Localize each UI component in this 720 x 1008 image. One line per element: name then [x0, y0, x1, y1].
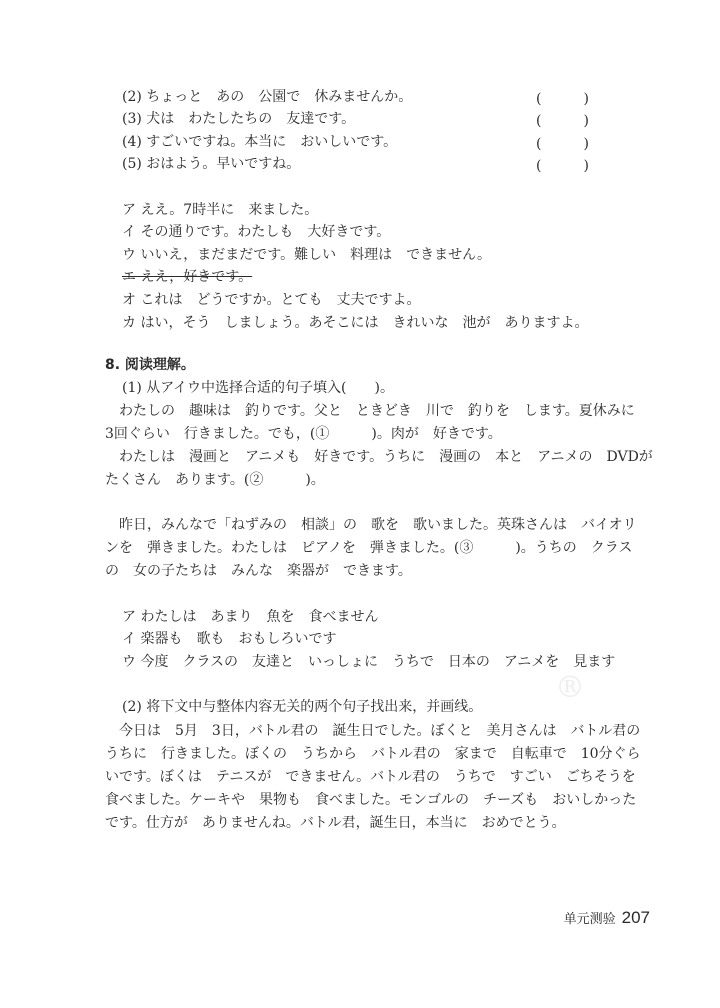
response-i: イ その通りです。わたしも 大好きです。 — [122, 224, 391, 240]
answer-blank[interactable]: ( ) — [536, 113, 589, 129]
passage-line: わたしは 漫画と アニメも 好きです。うちに 漫画の 本と アニメの DVDが — [105, 449, 653, 465]
question-text: (3) 犬は わたしたちの 友達です。 — [122, 111, 356, 127]
option-i: イ 楽器も 歌も おもしろいです — [122, 631, 337, 647]
page-number: 207 — [621, 908, 650, 927]
passage-line: 食べました。ケーキや 果物も 食べました。モンゴルの チーズも おいしかった — [105, 792, 637, 808]
passage-line: 今日は 5月 3日，バトル君の 誕生日でした。ぼくと 美月さんは バトル君の — [105, 723, 641, 739]
passage-line: うちに 行きました。ぼくの うちから バトル君の 家まで 自転車で 10分ぐら — [105, 746, 641, 762]
response-u: ウ いいえ，まだまだです。難しい 料理は できません。 — [122, 247, 492, 263]
footer-label: 单元测验 — [563, 912, 616, 927]
passage-line: の 女の子たちは みんな 楽器が できます。 — [105, 563, 412, 579]
question-2-prompt: (2) 将下文中与整体内容无关的两个句子找出来，并画线。 — [122, 699, 483, 715]
question-1-prompt: (1) 从アイウ中选择合适的句子填入( )。 — [122, 380, 394, 396]
question-text: (2) ちょっと あの 公園で 休みませんか。 — [122, 89, 413, 105]
passage-line: 3回ぐらい 行きました。でも，(① )。肉が 好きです。 — [105, 426, 502, 442]
answer-blank[interactable]: ( ) — [536, 158, 589, 174]
passage-line: いです。ぼくは テニスが できません。バトル君の うちで すごい ごちそうを — [105, 769, 636, 785]
passage-line: 昨日，みんなで「ねずみの 相談」の 歌を 歌いました。英珠さんは バイオリ — [105, 517, 637, 533]
watermark: ® — [555, 670, 585, 705]
passage-line: たくさん あります。(② )。 — [105, 472, 325, 488]
response-o: オ これは どうですか。とても 丈夫ですよ。 — [122, 292, 421, 308]
option-a: ア わたしは あまり 魚を 食べません — [122, 609, 379, 625]
passage-line: わたしの 趣味は 釣りです。父と ときどき 川で 釣りを します。夏休みに — [105, 403, 635, 419]
answer-blank[interactable]: ( ) — [536, 91, 589, 107]
response-e-struck: エ ええ，好きです。 — [122, 269, 253, 285]
passage-line: です。仕方が ありませんね。バトル君，誕生日，本当に おめでとう。 — [105, 815, 566, 831]
option-u: ウ 今度 クラスの 友達と いっしょに うちで 日本の アニメを 見ます — [122, 654, 616, 670]
question-text: (4) すごいですね。本当に おいしいです。 — [122, 134, 398, 150]
response-ka: カ はい，そう しましょう。あそこには きれいな 池が ありますよ。 — [122, 315, 589, 331]
question-text: (5) おはよう。早いですね。 — [122, 156, 301, 172]
section-title: 8. 阅读理解。 — [105, 357, 195, 373]
page-footer — [564, 908, 650, 928]
answer-blank[interactable]: ( ) — [536, 136, 589, 152]
passage-line: ンを 弾きました。わたしは ピアノを 弾きました。(③ )。うちの クラス — [105, 540, 633, 556]
response-a: ア ええ。7時半に 来ました。 — [122, 202, 319, 218]
